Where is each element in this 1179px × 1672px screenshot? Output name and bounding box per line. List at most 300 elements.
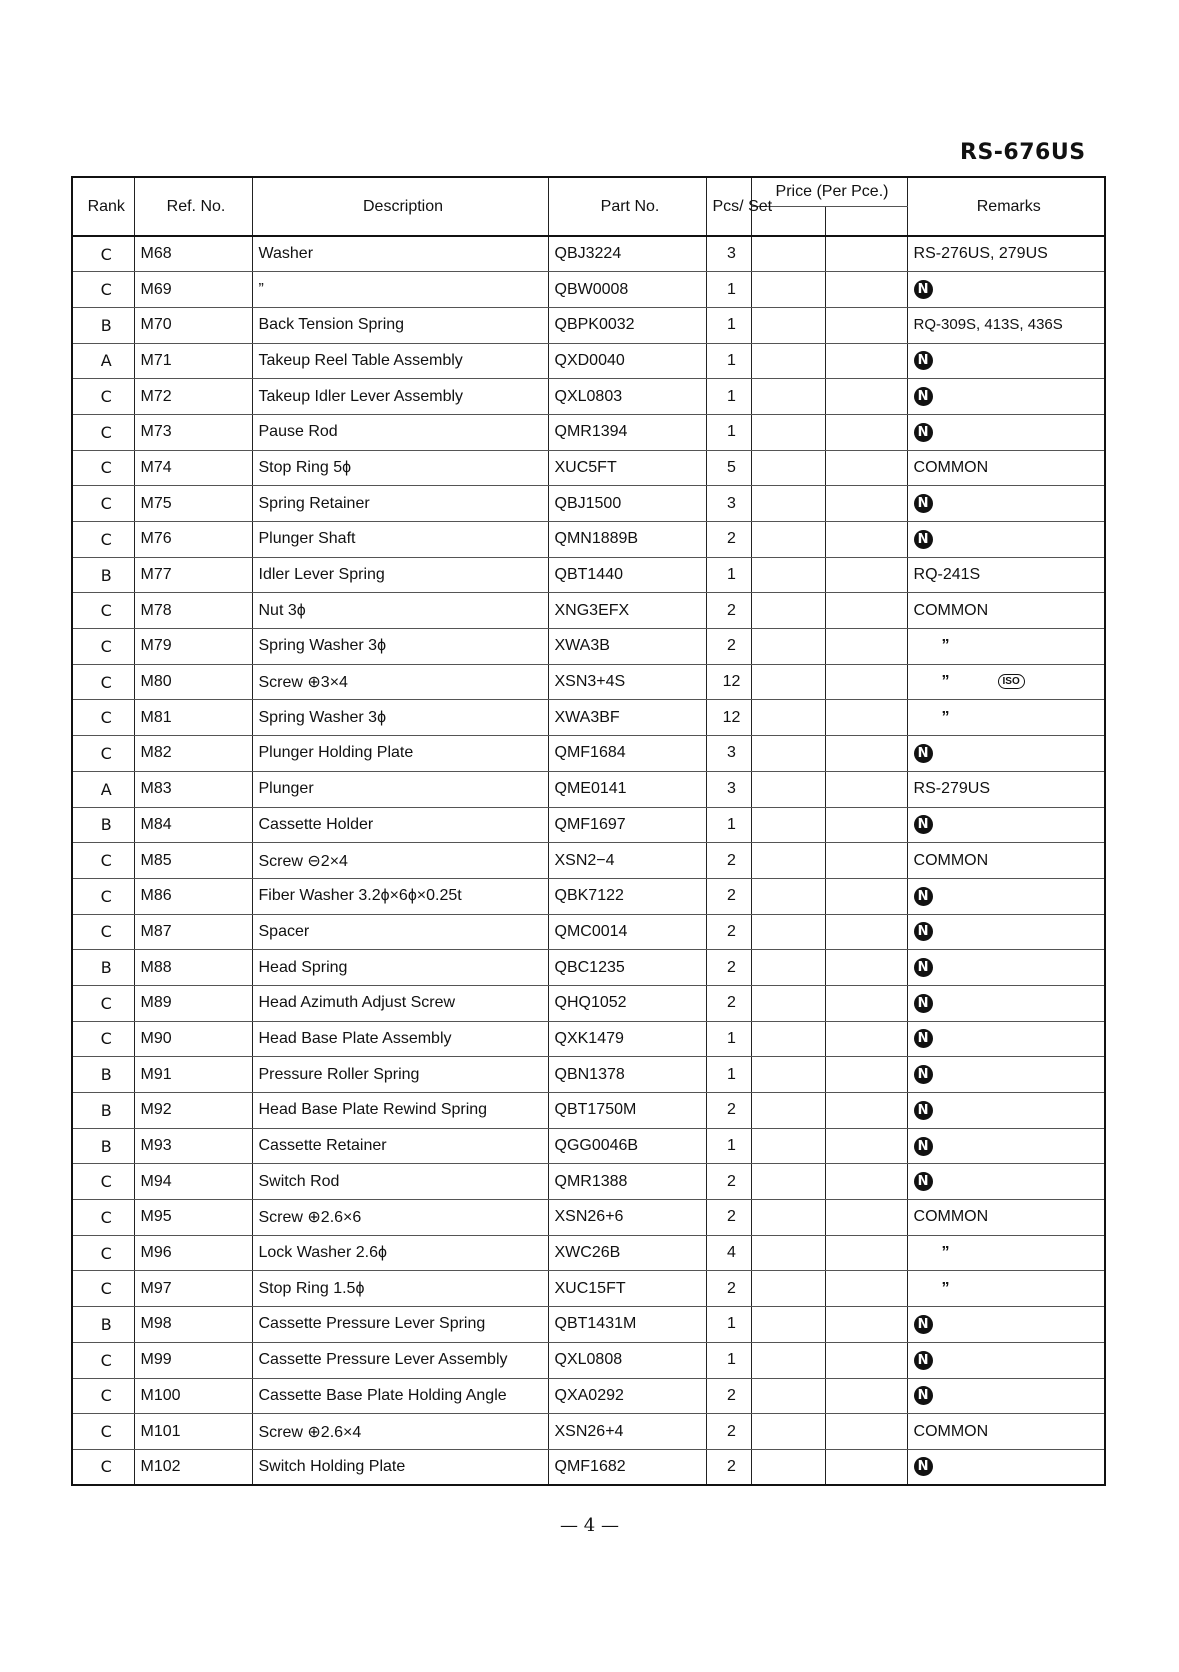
description-cell: Takeup Reel Table Assembly [252,343,548,379]
pcs-cell: 5 [706,450,751,486]
pcs-cell: 3 [706,771,751,807]
remarks-cell [907,1164,1105,1200]
description-cell: Plunger Holding Plate [252,736,548,772]
ditto-mark: ” [941,673,950,691]
price-cell [825,343,907,379]
price-cell [751,950,825,986]
price-cell [751,771,825,807]
part-no-cell: QBT1440 [548,557,706,593]
part-no-cell: QXA0292 [548,1378,706,1414]
remarks-cell [907,985,1105,1021]
description-cell: Spacer [252,914,548,950]
price-cell [825,1378,907,1414]
pcs-cell: 2 [706,522,751,558]
remarks-cell [907,379,1105,415]
price-cell [751,1021,825,1057]
price-cell [825,1307,907,1343]
ref-no-cell: M71 [134,343,252,379]
pcs-cell: 12 [706,700,751,736]
ref-no-cell: M87 [134,914,252,950]
part-no-cell: XWA3BF [548,700,706,736]
iso-icon: ISO [998,674,1025,689]
ref-no-cell: M82 [134,736,252,772]
pcs-cell: 12 [706,664,751,700]
rank-cell: A [72,343,134,379]
ref-no-cell: M85 [134,843,252,879]
pcs-cell: 2 [706,629,751,665]
rank-cell: B [72,557,134,593]
rank-cell: C [72,914,134,950]
pcs-cell: 1 [706,343,751,379]
price-cell [825,486,907,522]
description-cell: Head Azimuth Adjust Screw [252,985,548,1021]
remarks-cell [907,414,1105,450]
part-no-cell: QBK7122 [548,878,706,914]
pcs-cell: 2 [706,1378,751,1414]
ref-no-cell: M78 [134,593,252,629]
rank-cell: C [72,736,134,772]
part-no-cell: QMF1682 [548,1449,706,1485]
ref-no-cell: M73 [134,414,252,450]
new-part-icon: N [914,1029,933,1048]
description-cell: Takeup Idler Lever Assembly [252,379,548,415]
price-cell [751,629,825,665]
pcs-cell: 1 [706,1021,751,1057]
rank-cell: C [72,1200,134,1236]
price-cell [751,307,825,343]
pcs-cell: 2 [706,593,751,629]
table-row [72,985,1105,1021]
ditto-mark: ” [941,1244,950,1262]
new-part-icon: N [914,958,933,977]
remark-text: RS-279US [913,780,990,798]
description-cell: Cassette Pressure Lever Assembly [252,1342,548,1378]
price-cell [825,878,907,914]
price-cell [751,1128,825,1164]
rank-cell: B [72,1128,134,1164]
table-row [72,1164,1105,1200]
price-cell [825,1128,907,1164]
rank-cell: C [72,629,134,665]
remarks-cell [907,700,1105,736]
remarks-cell [907,1021,1105,1057]
description-cell: Cassette Retainer [252,1128,548,1164]
header-remarks: Remarks [907,177,1105,236]
remark-text: RQ-241S [913,566,981,584]
rank-cell: C [72,664,134,700]
pcs-cell: 2 [706,878,751,914]
page-number: — 4 — [560,1515,619,1536]
price-cell [825,272,907,308]
table-row [72,843,1105,879]
part-no-cell: QBT1750M [548,1093,706,1129]
description-cell: Stop Ring 5ϕ [252,450,548,486]
price-cell [751,414,825,450]
ref-no-cell: M88 [134,950,252,986]
new-part-icon: N [914,1351,933,1370]
header-pcs-set: Pcs/ Set [706,177,751,236]
price-cell [751,1307,825,1343]
new-part-icon: N [914,1137,933,1156]
table-row [72,1271,1105,1307]
part-no-cell: QBJ3224 [548,236,706,272]
table-row [72,1307,1105,1343]
remarks-cell [907,1449,1105,1485]
remark-text: COMMON [913,458,989,476]
table-row [72,1200,1105,1236]
price-cell [751,700,825,736]
description-cell: Plunger [252,771,548,807]
price-cell [825,950,907,986]
remarks-cell [907,1128,1105,1164]
price-cell [825,1414,907,1450]
price-cell [751,486,825,522]
header-price-sub-2 [825,207,907,237]
price-cell [825,307,907,343]
price-cell [825,914,907,950]
rank-cell: C [72,1235,134,1271]
price-cell [825,736,907,772]
ref-no-cell: M72 [134,379,252,415]
price-cell [825,771,907,807]
ref-no-cell: M94 [134,1164,252,1200]
ref-no-cell: M86 [134,878,252,914]
rank-cell: B [72,807,134,843]
ditto-mark: ” [941,637,950,655]
table-row [72,414,1105,450]
price-cell [825,1342,907,1378]
price-cell [825,664,907,700]
table-row [72,950,1105,986]
table-row [72,700,1105,736]
price-cell [825,807,907,843]
new-part-icon: N [914,1386,933,1405]
ref-no-cell: M101 [134,1414,252,1450]
ref-no-cell: M98 [134,1307,252,1343]
part-no-cell: XWA3B [548,629,706,665]
pcs-cell: 1 [706,1307,751,1343]
part-no-cell: QBPK0032 [548,307,706,343]
header-rank: Rank [72,177,134,236]
ref-no-cell: M68 [134,236,252,272]
rank-cell: C [72,1021,134,1057]
table-row [72,1378,1105,1414]
part-no-cell: QBC1235 [548,950,706,986]
new-part-icon: N [914,387,933,406]
ref-no-cell: M84 [134,807,252,843]
price-cell [825,593,907,629]
remarks-cell [907,236,1105,272]
description-cell: Fiber Washer 3.2ϕ×6ϕ×0.25t [252,878,548,914]
rank-cell: C [72,522,134,558]
ref-no-cell: M102 [134,1449,252,1485]
price-cell [751,1057,825,1093]
new-part-icon: N [914,1315,933,1334]
ref-no-cell: M77 [134,557,252,593]
description-cell: Plunger Shaft [252,522,548,558]
ditto-mark: ” [941,1279,950,1297]
table-row [72,771,1105,807]
price-cell [825,236,907,272]
rank-cell: C [72,486,134,522]
pcs-cell: 2 [706,1271,751,1307]
new-part-icon: N [914,744,933,763]
price-cell [825,1235,907,1271]
price-cell [825,1021,907,1057]
table-row [72,736,1105,772]
remarks-cell [907,771,1105,807]
ref-no-cell: M80 [134,664,252,700]
new-part-icon: N [914,351,933,370]
price-cell [751,736,825,772]
part-no-cell: QMC0014 [548,914,706,950]
new-part-icon: N [914,815,933,834]
part-no-cell: QMR1388 [548,1164,706,1200]
remarks-cell [907,1200,1105,1236]
price-cell [751,1414,825,1450]
pcs-cell: 2 [706,914,751,950]
ref-no-cell: M90 [134,1021,252,1057]
description-cell: Back Tension Spring [252,307,548,343]
ref-no-cell: M92 [134,1093,252,1129]
part-no-cell: QBW0008 [548,272,706,308]
part-no-cell: QXD0040 [548,343,706,379]
price-cell [825,522,907,558]
rank-cell: C [72,1342,134,1378]
rank-cell: C [72,1164,134,1200]
part-no-cell: QME0141 [548,771,706,807]
price-cell [751,593,825,629]
part-no-cell: XWC26B [548,1235,706,1271]
remarks-cell [907,878,1105,914]
rank-cell: C [72,1414,134,1450]
remarks-cell [907,486,1105,522]
remarks-cell [907,1235,1105,1271]
price-cell [825,1093,907,1129]
part-no-cell: XSN26+4 [548,1414,706,1450]
pcs-cell: 2 [706,1200,751,1236]
remarks-cell [907,272,1105,308]
description-cell: Screw ⊕2.6×6 [252,1200,548,1236]
description-cell: Switch Rod [252,1164,548,1200]
part-no-cell: QBJ1500 [548,486,706,522]
table-row [72,1342,1105,1378]
part-no-cell: QHQ1052 [548,985,706,1021]
table-row [72,1235,1105,1271]
parts-list-table [71,176,1106,1486]
table-row [72,557,1105,593]
part-no-cell: QGG0046B [548,1128,706,1164]
part-no-cell: XUC15FT [548,1271,706,1307]
ref-no-cell: M91 [134,1057,252,1093]
remarks-cell [907,1307,1105,1343]
table-row [72,878,1105,914]
description-cell: Screw ⊕2.6×4 [252,1414,548,1450]
price-cell [825,557,907,593]
description-cell: Screw ⊕3×4 [252,664,548,700]
model-number: RS-676US [960,140,1086,165]
rank-cell: C [72,700,134,736]
remarks-cell [907,593,1105,629]
table-row [72,1414,1105,1450]
remarks-cell [907,450,1105,486]
rank-cell: C [72,1378,134,1414]
table-row [72,629,1105,665]
part-no-cell: QMF1684 [548,736,706,772]
table-row [72,1128,1105,1164]
ref-no-cell: M89 [134,985,252,1021]
pcs-cell: 1 [706,307,751,343]
pcs-cell: 3 [706,486,751,522]
price-cell [825,629,907,665]
description-cell: Switch Holding Plate [252,1449,548,1485]
description-cell: Head Spring [252,950,548,986]
remarks-cell [907,343,1105,379]
rank-cell: C [72,414,134,450]
ref-no-cell: M79 [134,629,252,665]
table-row [72,272,1105,308]
price-cell [825,1164,907,1200]
price-cell [751,843,825,879]
pcs-cell: 2 [706,1414,751,1450]
remarks-cell [907,914,1105,950]
remarks-cell [907,629,1105,665]
price-cell [751,664,825,700]
remarks-cell [907,1057,1105,1093]
price-cell [825,700,907,736]
ref-no-cell: M69 [134,272,252,308]
price-cell [751,379,825,415]
price-cell [751,1235,825,1271]
rank-cell: C [72,593,134,629]
price-cell [825,414,907,450]
description-cell: Spring Washer 3ϕ [252,700,548,736]
new-part-icon: N [914,1101,933,1120]
part-no-cell: QBN1378 [548,1057,706,1093]
table-row [72,522,1105,558]
remarks-cell [907,522,1105,558]
description-cell: Cassette Pressure Lever Spring [252,1307,548,1343]
description-cell: Cassette Holder [252,807,548,843]
ref-no-cell: M83 [134,771,252,807]
price-cell [825,1449,907,1485]
new-part-icon: N [914,922,933,941]
part-no-cell: QXL0808 [548,1342,706,1378]
new-part-icon: N [914,494,933,513]
remarks-cell [907,950,1105,986]
remarks-cell [907,1093,1105,1129]
remarks-cell [907,1414,1105,1450]
description-cell: Washer [252,236,548,272]
rank-cell: B [72,1307,134,1343]
new-part-icon: N [914,423,933,442]
header-part-no: Part No. [548,177,706,236]
remark-text: RQ-309S, 413S, 436S [913,316,1063,334]
pcs-cell: 1 [706,272,751,308]
remarks-cell [907,307,1105,343]
new-part-icon: N [914,887,933,906]
remark-text: COMMON [913,1208,989,1226]
pcs-cell: 1 [706,557,751,593]
pcs-cell: 3 [706,736,751,772]
table-row [72,914,1105,950]
ref-no-cell: M97 [134,1271,252,1307]
description-cell: Pressure Roller Spring [252,1057,548,1093]
pcs-cell: 2 [706,985,751,1021]
pcs-cell: 1 [706,807,751,843]
part-no-cell: QMF1697 [548,807,706,843]
ref-no-cell: M95 [134,1200,252,1236]
header-ref-no: Ref. No. [134,177,252,236]
table-row [72,379,1105,415]
remarks-cell [907,1378,1105,1414]
rank-cell: C [72,272,134,308]
part-no-cell: XUC5FT [548,450,706,486]
description-cell: Spring Washer 3ϕ [252,629,548,665]
price-cell [751,914,825,950]
part-no-cell: QXL0803 [548,379,706,415]
remarks-cell [907,807,1105,843]
rank-cell: B [72,1057,134,1093]
price-cell [751,807,825,843]
rank-cell: B [72,307,134,343]
price-cell [751,272,825,308]
table-row [72,807,1105,843]
parts-rows [72,236,1105,1485]
rank-cell: C [72,1271,134,1307]
rank-cell: C [72,843,134,879]
new-part-icon: N [914,994,933,1013]
price-cell [751,1271,825,1307]
ref-no-cell: M76 [134,522,252,558]
price-cell [825,379,907,415]
part-no-cell: QMR1394 [548,414,706,450]
price-cell [751,1164,825,1200]
description-cell: Pause Rod [252,414,548,450]
table-row [72,450,1105,486]
ref-no-cell: M75 [134,486,252,522]
price-cell [825,450,907,486]
rank-cell: C [72,1449,134,1485]
price-cell [751,1342,825,1378]
description-cell: Lock Washer 2.6ϕ [252,1235,548,1271]
pcs-cell: 1 [706,379,751,415]
ref-no-cell: M70 [134,307,252,343]
ref-no-cell: M93 [134,1128,252,1164]
price-cell [751,1093,825,1129]
remark-text: COMMON [913,601,989,619]
rank-cell: C [72,985,134,1021]
remark-text: COMMON [913,1422,989,1440]
table-row [72,1449,1105,1485]
rank-cell: B [72,1093,134,1129]
price-cell [825,1271,907,1307]
new-part-icon: N [914,280,933,299]
table-row [72,1057,1105,1093]
price-cell [751,236,825,272]
ref-no-cell: M96 [134,1235,252,1271]
remarks-cell [907,1271,1105,1307]
description-cell: Screw ⊖2×4 [252,843,548,879]
table-row [72,1093,1105,1129]
part-no-cell: QBT1431M [548,1307,706,1343]
table-row [72,664,1105,700]
price-cell [751,878,825,914]
pcs-cell: 3 [706,236,751,272]
description-cell: Stop Ring 1.5ϕ [252,1271,548,1307]
pcs-cell: 1 [706,1342,751,1378]
table-row [72,236,1105,272]
